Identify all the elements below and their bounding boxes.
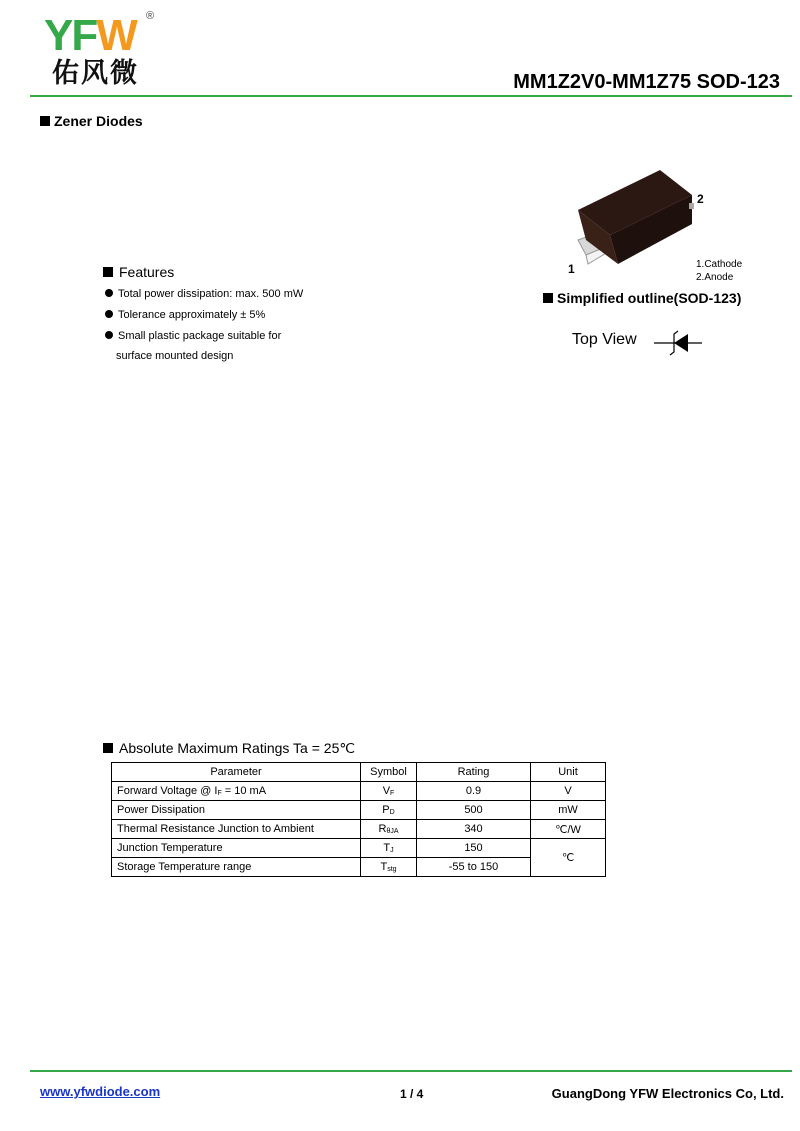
table-row [112, 782, 606, 801]
cell-rating: 150 [417, 839, 531, 858]
section-title [40, 113, 143, 129]
header-rule [30, 95, 792, 97]
param-symbol: I [214, 785, 218, 797]
website-link[interactable]: www.yfwdiode.com [40, 1084, 161, 1099]
header-unit: Unit [531, 763, 606, 782]
symbol-text: T [380, 861, 388, 873]
square-bullet-icon [103, 743, 113, 753]
document-title: MM1Z2V0-MM1Z75 SOD-123 [513, 71, 780, 93]
symbol-subscript: J [390, 847, 394, 854]
param-subscript: F [217, 790, 222, 797]
package-illustration [560, 160, 710, 275]
top-view-label: Top View [572, 331, 637, 348]
table-header-row [112, 763, 606, 782]
feature-item [105, 330, 281, 342]
header-symbol: Symbol [361, 763, 417, 782]
cell-rating: 500 [417, 801, 531, 820]
outline-heading [543, 290, 741, 306]
square-bullet-icon [40, 116, 50, 126]
cell-symbol [361, 801, 417, 820]
logo-yf-text: YF [44, 11, 97, 60]
feature-text: Total power dissipation: max. 500 mW [118, 288, 304, 300]
cell-rating: -55 to 150 [417, 858, 531, 877]
cell-symbol [361, 839, 417, 858]
symbol-text: V [382, 785, 391, 797]
bullet-icon [105, 289, 113, 297]
param-tail: = 10 mA [221, 785, 267, 797]
cell-unit: V [531, 782, 606, 801]
table-row [112, 820, 606, 839]
cell-parameter: Storage Temperature range [112, 858, 361, 877]
cell-symbol [361, 858, 417, 877]
square-bullet-icon [103, 267, 113, 277]
pin2-label: 2 [697, 192, 704, 206]
cell-unit: ℃ [531, 839, 606, 877]
cell-parameter: Power Dissipation [112, 801, 361, 820]
logo-chinese-text: 佑风微 [52, 58, 139, 89]
ratings-table [111, 762, 606, 877]
company-name: GuangDong YFW Electronics Co, Ltd. [551, 1086, 784, 1101]
param-text: Forward Voltage @ [117, 785, 215, 797]
cell-rating: 340 [417, 820, 531, 839]
symbol-text: R [378, 823, 387, 835]
features-heading [103, 264, 174, 280]
section-title-text: Zener Diodes [54, 113, 143, 129]
ratings-heading-text: Absolute Maximum Ratings Ta = 25℃ [119, 740, 356, 756]
pin-notes [696, 258, 742, 284]
table-row [112, 839, 606, 858]
features-heading-text: Features [119, 264, 175, 280]
square-bullet-icon [543, 293, 553, 303]
footer-rule [30, 1070, 792, 1072]
company-logo [44, 11, 136, 60]
bullet-icon [105, 310, 113, 318]
symbol-subscript: θJA [386, 828, 399, 835]
cell-rating: 0.9 [417, 782, 531, 801]
cell-symbol [361, 820, 417, 839]
cathode-note: 1.Cathode [696, 259, 743, 270]
feature-continuation: surface mounted design [116, 350, 234, 362]
symbol-text: P [382, 804, 390, 816]
registered-mark: ® [146, 10, 155, 22]
ratings-heading [103, 740, 355, 757]
header-parameter: Parameter [112, 763, 361, 782]
symbol-subscript: D [389, 809, 395, 816]
pin2-lead [689, 203, 694, 209]
anode-note: 2.Anode [696, 272, 734, 283]
symbol-text: T [383, 842, 391, 854]
symbol-subscript: stg [387, 866, 397, 873]
symbol-subscript: F [390, 790, 395, 797]
header-rating: Rating [417, 763, 531, 782]
cell-symbol [361, 782, 417, 801]
cell-parameter: Thermal Resistance Junction to Ambient [112, 820, 361, 839]
outline-heading-text: Simplified outline(SOD-123) [557, 290, 742, 306]
logo-w-text: W [96, 11, 136, 60]
pin1-label: 1 [568, 262, 575, 276]
feature-item [105, 288, 303, 300]
cell-parameter [112, 782, 361, 801]
feature-text: Small plastic package suitable for [118, 330, 282, 342]
bullet-icon [105, 331, 113, 339]
zener-diode-symbol-icon [652, 327, 704, 359]
cell-parameter: Junction Temperature [112, 839, 361, 858]
table-row [112, 801, 606, 820]
cell-unit: mW [531, 801, 606, 820]
cell-unit: ℃/W [531, 820, 606, 839]
feature-text: Tolerance approximately ± 5% [118, 309, 266, 321]
page-number: 1 / 4 [400, 1087, 424, 1101]
feature-item [105, 309, 265, 321]
